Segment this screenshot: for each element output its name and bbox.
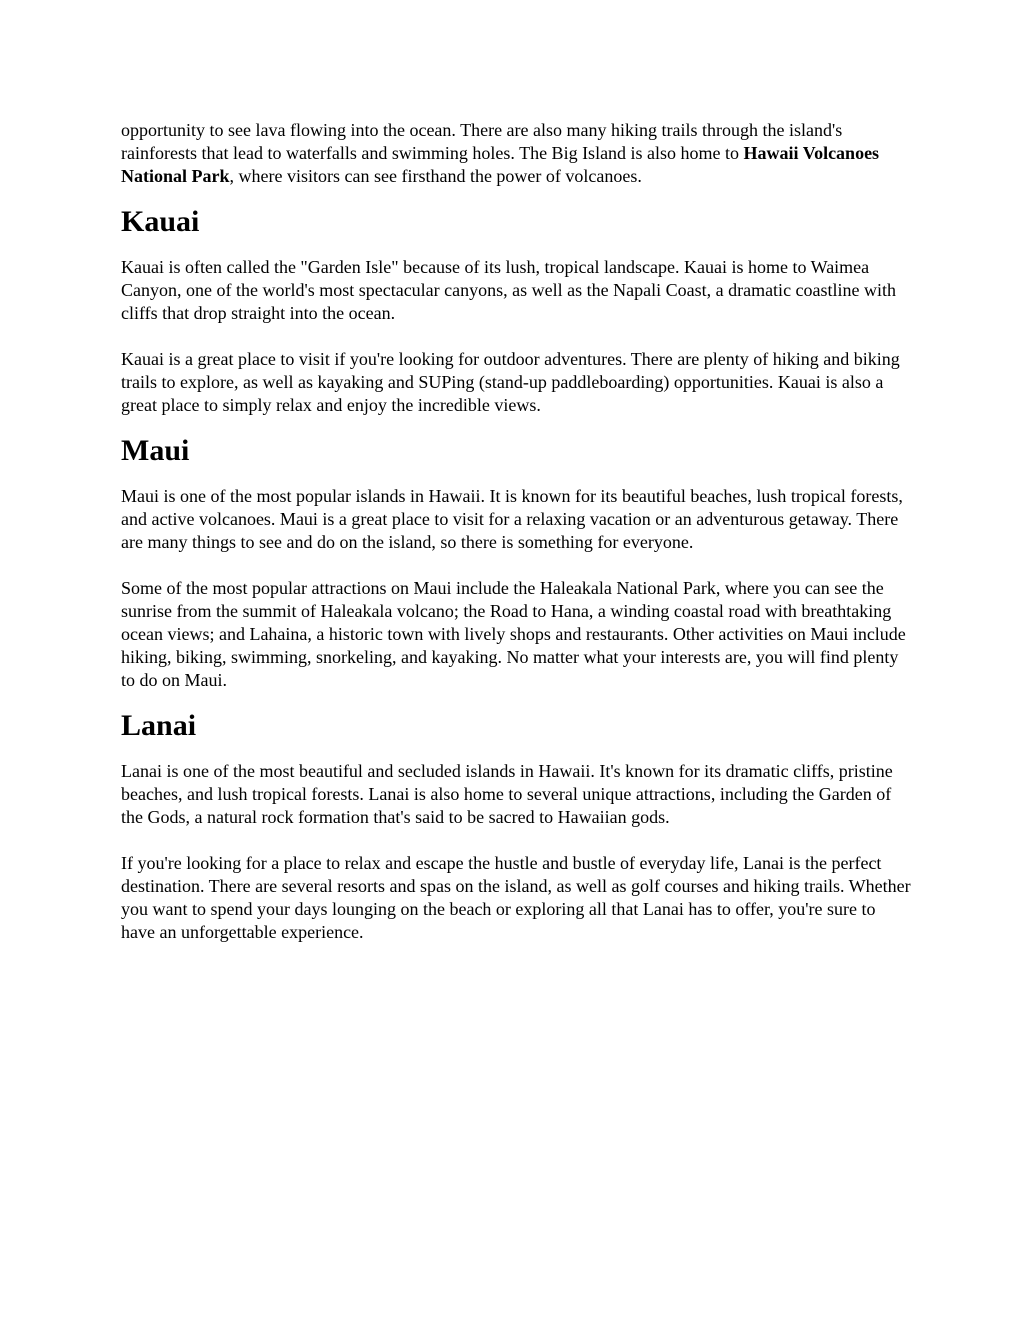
maui-paragraph-2: Some of the most popular attractions on Maui include the Haleakala National Park, where you can see the sunrise from the summit of Haleakala volcano; the Road to Hana, a winding coastal road with breathtaking ocean views; and Lahaina, a historic town with lively shops and restaurants. Other activities on Maui include hiking, biking, swimming, snorkeling, and kayaking. No matter what your interests are, you will find plenty to do on Maui. bbox=[121, 578, 906, 690]
kauai-paragraph-2: Kauai is a great place to visit if you're looking for outdoor adventures. There are plenty of hiking and biking trails to explore, as well as kayaking and SUPing (stand-up paddleboarding) opportunities. Kauai is also a great place to simply relax and enjoy the incredible views. bbox=[121, 349, 900, 415]
intro-paragraph bbox=[121, 119, 911, 188]
kauai-paragraph-1: Kauai is often called the "Garden Isle" because of its lush, tropical landscape. Kauai is home to Waimea Canyon, one of the world's most spectacular canyons, as well as the Napali Coast, a dramatic coastline with cliffs that drop straight into the ocean. bbox=[121, 257, 897, 323]
lanai-paragraph-2: If you're looking for a place to relax and escape the hustle and bustle of everyday life, Lanai is the perfect destination. There are several resorts and spas on the island, as well as golf courses and hiking trails. Whether you want to spend your days lounging on the beach or exploring all that Lanai has to offer, you're sure to have an unforgettable experience. bbox=[121, 853, 911, 942]
section-heading-kauai: Kauai bbox=[121, 205, 200, 238]
intro-text-start: opportunity to see lava flowing into the ocean. There are also many hiking trails through the island's rainforests that lead to waterfalls and swimming holes. The Big Island is also home to bbox=[121, 120, 843, 163]
intro-bold-park-name: Hawaii Volcanoes National Park bbox=[121, 143, 880, 186]
document-page bbox=[121, 119, 911, 944]
lanai-paragraph-1: Lanai is one of the most beautiful and secluded islands in Hawaii. It's known for its dramatic cliffs, pristine beaches, and lush tropical forests. Lanai is also home to several unique attractions, including the Garden of the Gods, a natural rock formation that's said to be sacred to Hawaiian gods. bbox=[121, 761, 893, 827]
maui-paragraph-1: Maui is one of the most popular islands in Hawaii. It is known for its beautiful beaches, lush tropical forests, and active volcanoes. Maui is a great place to visit for a relaxing vacation or an adventurous getaway. There are many things to see and do on the island, so there is something for everyone. bbox=[121, 486, 903, 552]
intro-text-end: , where visitors can see firsthand the power of volcanoes. bbox=[229, 166, 642, 186]
section-heading-lanai: Lanai bbox=[121, 709, 197, 742]
section-heading-maui: Maui bbox=[121, 434, 190, 467]
